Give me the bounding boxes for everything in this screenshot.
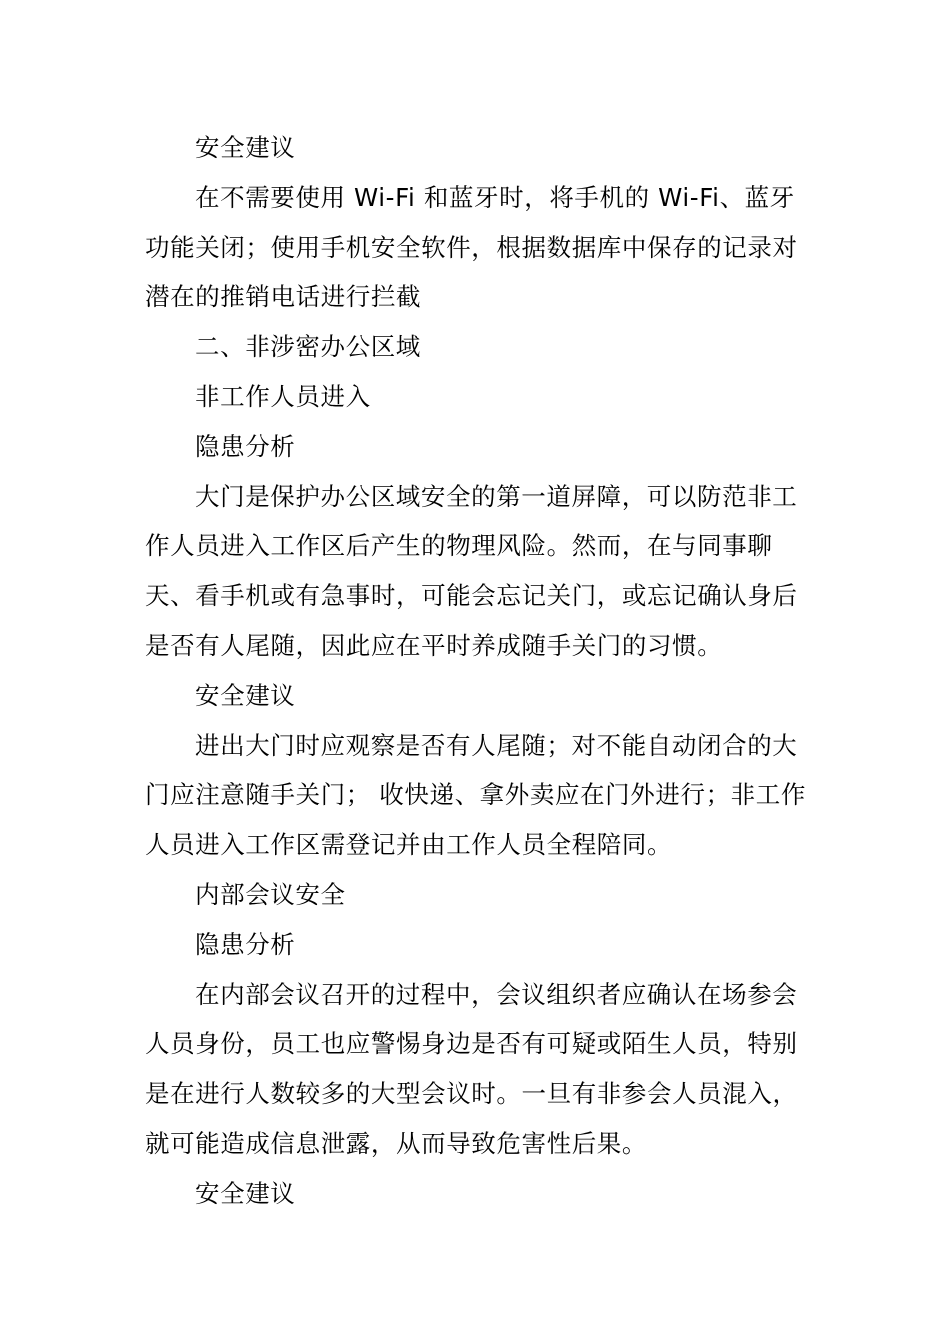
document-body bbox=[145, 123, 807, 1219]
paragraph-door-advice: 进出大门时应观察是否有人尾随；对不能自动闭合的大门应注意随手关门； 收快递、拿外卖应在门外进行；非工作人员进入工作区需登记并由工作人员全程陪同。 bbox=[145, 730, 806, 860]
paragraph-wifi-bluetooth: 在不需要使用 Wi-Fi 和蓝牙时，将手机的 Wi-Fi、蓝牙功能关闭；使用手机安全软件，根据数据库中保存的记录对潜在的推销电话进行拦截 bbox=[145, 182, 798, 312]
paragraph-meeting-risk: 在内部会议召开的过程中，会议组织者应确认在场参会人员身份，员工也应警惕身边是否有可疑或陌生人员，特别是在进行人数较多的大型会议时。一旦有非参会人员混入，就可能造成信息泄露，从而导致危害性后果。 bbox=[145, 979, 798, 1158]
heading-safety-advice: 安全建议 bbox=[195, 1178, 296, 1208]
paragraph-door-risk: 大门是保护办公区域安全的第一道屏障，可以防范非工作人员进入工作区后产生的物理风险。然而，在与同事聊天、看手机或有急事时，可能会忘记关门，或忘记确认身后是否有人尾随，因此应在平时养成随手关门的习惯。 bbox=[145, 481, 798, 660]
heading-internal-meeting: 内部会议安全 bbox=[195, 879, 346, 909]
heading-risk-analysis: 隐患分析 bbox=[195, 929, 296, 959]
heading-section-two: 二、非涉密办公区域 bbox=[195, 332, 421, 362]
heading-safety-advice: 安全建议 bbox=[195, 680, 296, 710]
heading-risk-analysis: 隐患分析 bbox=[195, 431, 296, 461]
heading-safety-advice: 安全建议 bbox=[195, 133, 296, 162]
heading-non-staff-entry: 非工作人员进入 bbox=[195, 381, 371, 411]
